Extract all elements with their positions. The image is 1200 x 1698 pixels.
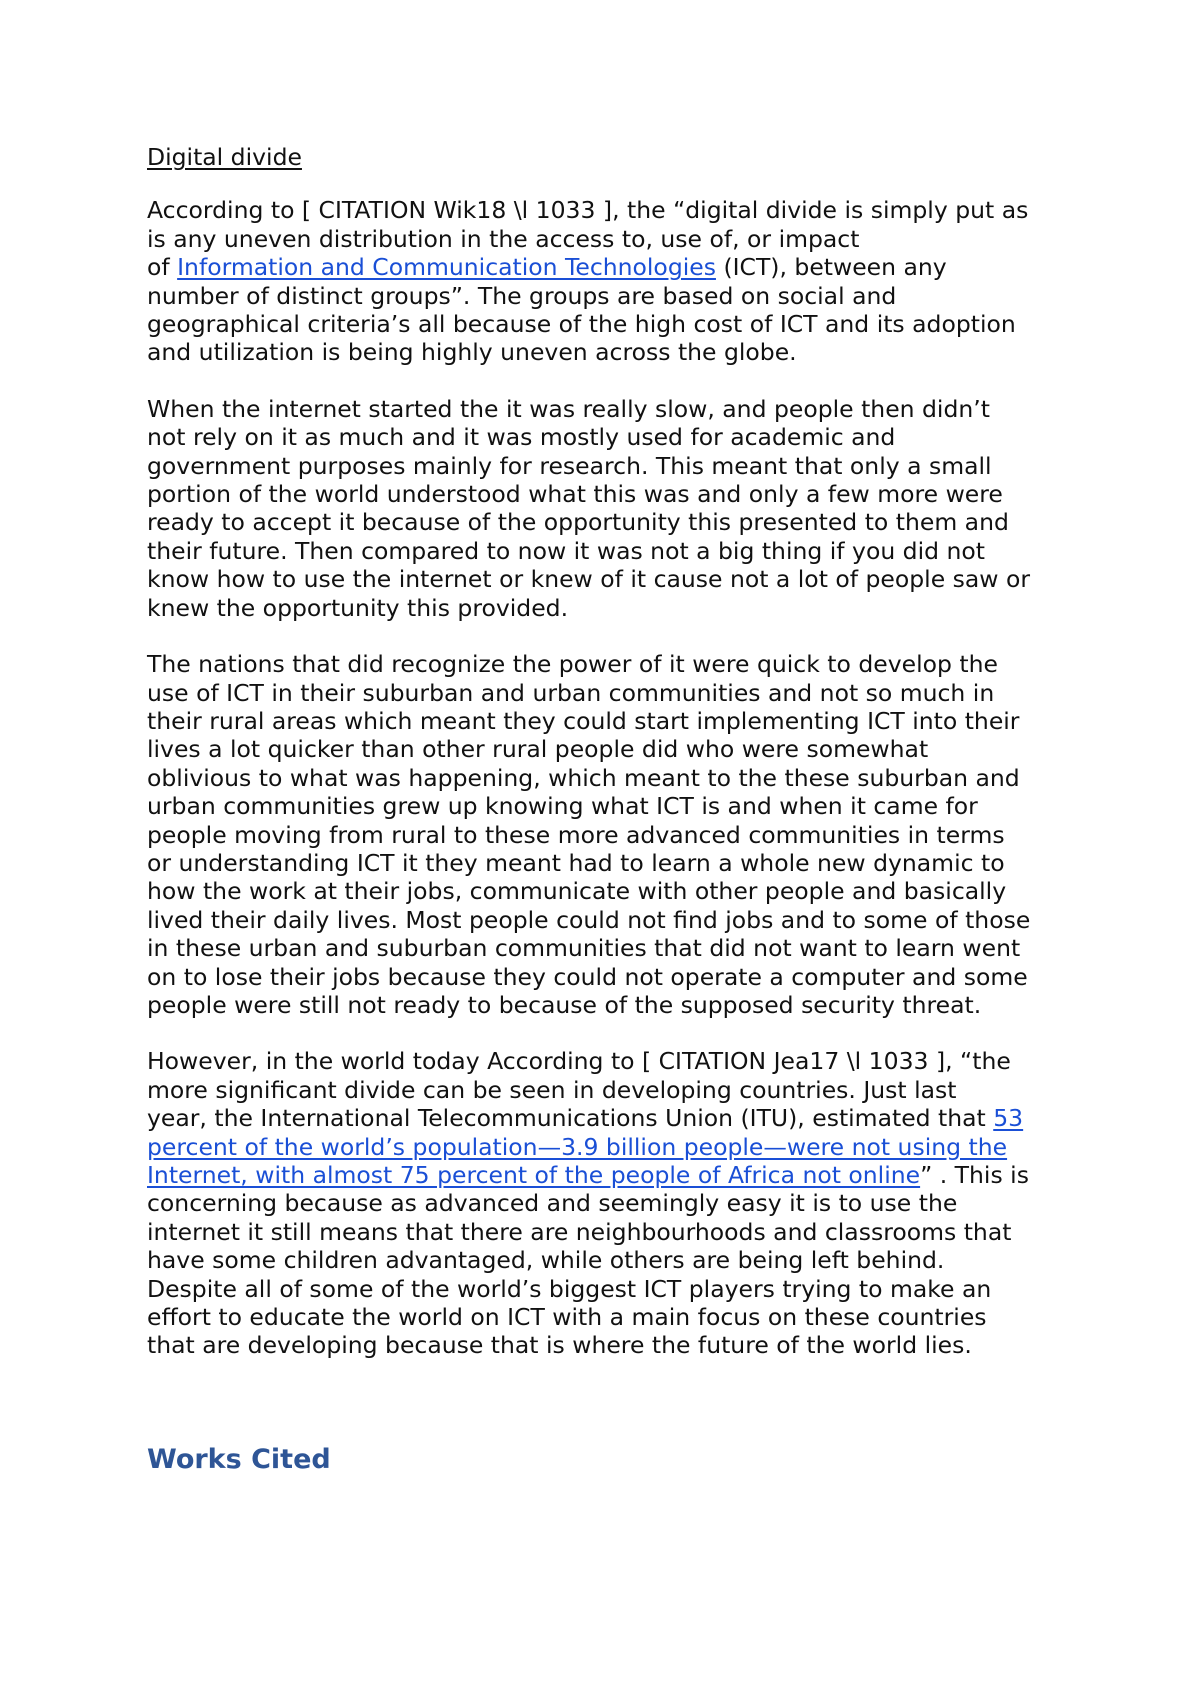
text-line — [147, 1133, 1077, 1161]
text-segment: on to lose their jobs because they could not operate a computer and some — [147, 962, 1028, 991]
text-line — [147, 310, 1077, 338]
text-segment: have some children advantaged, while others are being left behind. — [147, 1246, 945, 1275]
text-line — [147, 1076, 1077, 1104]
text-line — [147, 650, 1077, 678]
text-line — [147, 735, 1077, 763]
text-segment: their rural areas which meant they could start implementing ICT into their — [147, 706, 1020, 735]
hyperlink[interactable]: 53 — [993, 1104, 1024, 1133]
text-segment: their future. Then compared to now it was not a big thing if you did not — [147, 536, 986, 565]
text-segment: portion of the world understood what this was and only a few more were — [147, 480, 1003, 509]
text-line — [147, 225, 1077, 253]
text-segment: people were still not ready to because of the supposed security threat. — [147, 990, 982, 1019]
text-line — [147, 963, 1077, 991]
body-paragraph — [147, 650, 1077, 1019]
text-line — [147, 1331, 1077, 1359]
text-line — [147, 480, 1077, 508]
text-segment: (ICT), between any — [715, 253, 947, 282]
text-segment: internet it still means that there are neighbourhoods and classrooms that — [147, 1217, 1012, 1246]
text-segment: concerning because as advanced and seemingly easy it is to use the — [147, 1189, 958, 1218]
text-segment: more significant divide can be seen in developing countries. Just last — [147, 1075, 957, 1104]
text-line — [147, 395, 1077, 423]
text-line — [147, 679, 1077, 707]
text-line — [147, 452, 1077, 480]
text-line — [147, 849, 1077, 877]
text-line — [147, 991, 1077, 1019]
hyperlink[interactable]: Internet, with almost 75 percent of the people of Africa not online — [147, 1161, 921, 1189]
text-line — [147, 707, 1077, 735]
hyperlink[interactable]: Information and Communication Technologies — [177, 253, 716, 282]
text-line — [147, 764, 1077, 792]
text-line — [147, 508, 1077, 536]
hyperlink[interactable]: percent of the world’s population—3.9 billion people—were not using the — [147, 1132, 1008, 1161]
text-line — [147, 1104, 1077, 1132]
text-segment: use of ICT in their suburban and urban communities and not so much in — [147, 678, 995, 707]
works-cited-heading: Works Cited — [147, 1443, 331, 1475]
text-line — [147, 423, 1077, 451]
text-segment: lives a lot quicker than other rural people did who were somewhat — [147, 735, 929, 764]
text-line — [147, 594, 1077, 622]
text-segment: oblivious to what was happening, which meant to the these suburban and — [147, 763, 1020, 792]
body-paragraph — [147, 196, 1077, 366]
text-line — [147, 253, 1077, 281]
text-line — [147, 196, 1077, 224]
body-paragraph — [147, 395, 1077, 622]
text-segment: The nations that did recognize the power of it were quick to develop the — [147, 650, 998, 679]
text-line — [147, 565, 1077, 593]
text-segment: ” . This is — [920, 1161, 1029, 1189]
text-line — [147, 282, 1077, 310]
text-line — [147, 1275, 1077, 1303]
text-line — [147, 792, 1077, 820]
document-page — [147, 143, 1077, 1476]
text-line — [147, 1189, 1077, 1217]
text-segment: is any uneven distribution in the access to, use of, or impact — [147, 224, 860, 253]
text-segment: knew the opportunity this provided. — [147, 593, 569, 622]
text-line — [147, 1218, 1077, 1246]
body-paragraph — [147, 1047, 1077, 1359]
text-line — [147, 821, 1077, 849]
document-body — [147, 196, 1077, 1359]
text-segment: and utilization is being highly uneven across the globe. — [147, 338, 797, 367]
document-title: Digital divide — [147, 143, 302, 171]
text-segment: However, in the world today According to [ CITATION Jea17 \l 1033 ], “the — [147, 1047, 1011, 1076]
text-segment: how the work at their jobs, communicate with other people and basically — [147, 877, 1007, 906]
text-segment: number of distinct groups”. The groups are based on social and — [147, 281, 897, 310]
text-line — [147, 338, 1077, 366]
text-segment: that are developing because that is where the future of the world lies. — [147, 1331, 972, 1360]
text-segment: not rely on it as much and it was mostly used for academic and — [147, 423, 896, 452]
text-line — [147, 877, 1077, 905]
text-segment: Despite all of some of the world’s biggest ICT players trying to make an — [147, 1274, 992, 1303]
text-line — [147, 1246, 1077, 1274]
text-line — [147, 537, 1077, 565]
text-segment: According to [ CITATION Wik18 \l 1033 ], the “digital divide is simply put as — [147, 196, 1029, 225]
text-segment: geographical criteria’s all because of the high cost of ICT and its adoption — [147, 310, 1016, 339]
text-segment: or understanding ICT it they meant had to learn a whole new dynamic to — [147, 848, 1005, 877]
text-segment: ready to accept it because of the opportunity this presented to them and — [147, 508, 1009, 537]
text-segment: effort to educate the world on ICT with a main focus on these countries — [147, 1303, 987, 1332]
text-line — [147, 934, 1077, 962]
text-segment: year, the International Telecommunications Union (ITU), estimated that — [147, 1104, 994, 1133]
text-segment: When the internet started the it was really slow, and people then didn’t — [147, 394, 990, 423]
text-segment: government purposes mainly for research. This meant that only a small — [147, 451, 992, 480]
text-segment: of — [147, 253, 178, 282]
text-line — [147, 1161, 1077, 1189]
text-line — [147, 1047, 1077, 1075]
text-segment: know how to use the internet or knew of it cause not a lot of people saw or — [147, 565, 1030, 594]
text-segment: in these urban and suburban communities that did not want to learn went — [147, 934, 1021, 963]
text-segment: lived their daily lives. Most people could not find jobs and to some of those — [147, 905, 1031, 934]
text-segment: urban communities grew up knowing what ICT is and when it came for — [147, 792, 978, 821]
text-line — [147, 1303, 1077, 1331]
text-segment: people moving from rural to these more advanced communities in terms — [147, 820, 1005, 849]
text-line — [147, 906, 1077, 934]
